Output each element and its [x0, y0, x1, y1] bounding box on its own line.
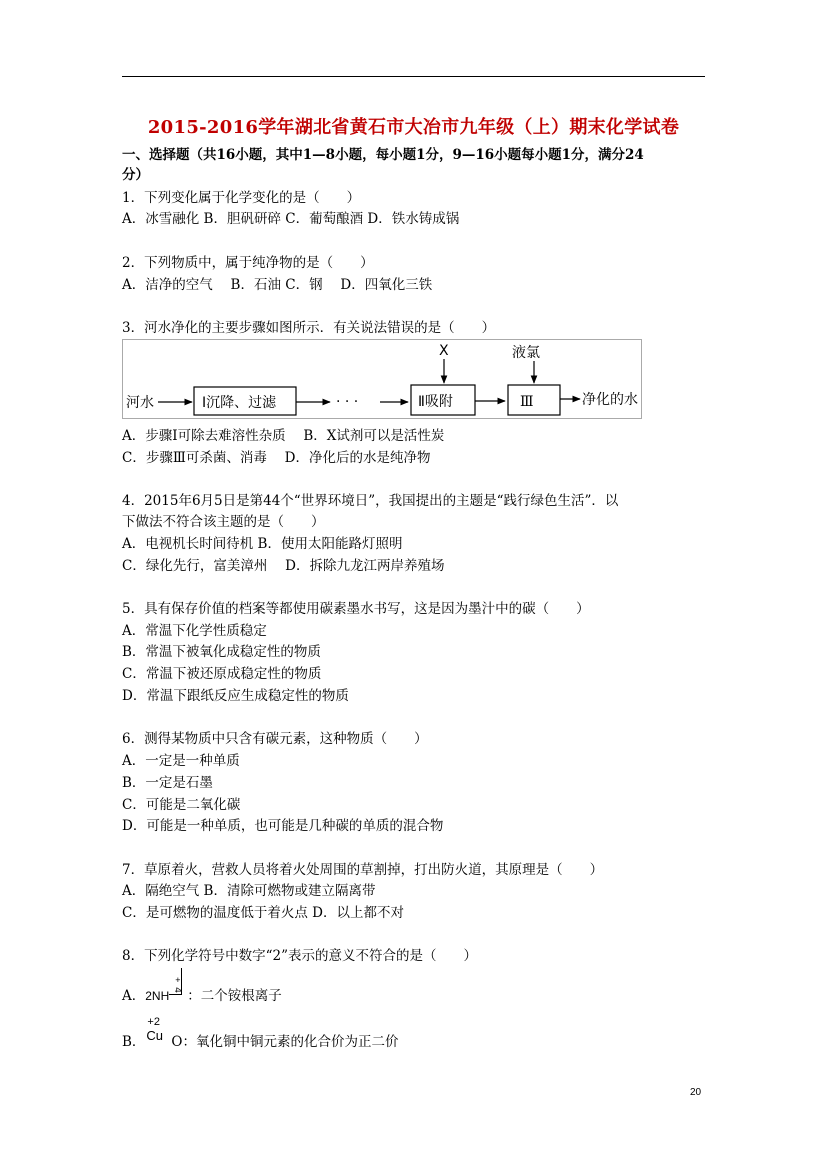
- question-6-stem: 6．测得某物质中只含有碳元素，这种物质（ ）: [122, 731, 428, 747]
- question-1-options: A．冰雪融化 B．胆矾研碎 C．葡萄酿酒 D．铁水铸成锅: [122, 211, 460, 227]
- question-5-option-b: B．常温下被氧化成稳定性的物质: [122, 644, 321, 660]
- step-3-label: Ⅲ: [520, 394, 534, 410]
- section-heading-cont: 分）: [122, 167, 149, 183]
- section-heading: 一、选择题（共16小题，其中1—8小题，每小题1分，9—16小题每小题1分，满分24: [122, 147, 644, 163]
- question-3-option-ab: A．步骤Ⅰ可除去难溶性杂质 B．X试剂可以是活性炭: [122, 428, 445, 444]
- ammonium-charge-mark: [169, 975, 187, 1006]
- copper-valence-mark: [145, 1016, 171, 1052]
- diagram-dots: · · ·: [336, 394, 359, 410]
- question-4-option-cd: C．绿化先行，富美漳州 D．拆除九龙江两岸养殖场: [122, 558, 445, 574]
- question-4-stem-cont: 下做法不符合该主题的是（ ）: [122, 514, 325, 530]
- charge-plus: +: [175, 975, 181, 985]
- step-2-label: Ⅱ吸附: [418, 394, 453, 410]
- option-a-text: ：二个铵根离子: [187, 988, 282, 1004]
- question-8-option-a: [122, 975, 282, 1006]
- step-3-box: [508, 385, 560, 415]
- step-1-label: Ⅰ沉降、过滤: [202, 395, 277, 411]
- ammonium-formula: 2NH: [145, 989, 170, 1003]
- question-6-option-c: C．可能是二氧化碳: [122, 797, 241, 813]
- charge-bracket: [169, 968, 182, 995]
- copper-symbol: Cu: [146, 1028, 164, 1043]
- question-3-option-cd: C．步骤Ⅲ可杀菌、消毒 D．净化后的水是纯净物: [122, 450, 431, 466]
- option-a-prefix: A．: [122, 988, 146, 1004]
- valence-number: +2: [147, 1016, 160, 1028]
- water-purification-diagram: [122, 339, 642, 419]
- reagent-chlorine-label: 液氯: [512, 345, 540, 361]
- question-7-option-ab: A．隔绝空气 B．清除可燃物或建立隔离带: [122, 883, 376, 899]
- page-number: 20: [690, 1087, 702, 1098]
- diagram-input-label: 河水: [126, 395, 154, 411]
- reagent-x-label: X: [439, 343, 449, 359]
- question-8-stem: 8．下列化学符号中数字“2”表示的意义不符合的是（ ）: [122, 948, 477, 964]
- question-6-option-a: A．一定是一种单质: [122, 753, 240, 769]
- question-5-stem: 5．具有保存价值的档案等都使用碳素墨水书写，这是因为墨汁中的碳（ ）: [122, 601, 590, 617]
- question-6-option-d: D．可能是一种单质，也可能是几种碳的单质的混合物: [122, 818, 444, 834]
- question-4-option-ab: A．电视机长时间待机 B．使用太阳能路灯照明: [122, 536, 403, 552]
- question-4-stem: 4．2015年6月5日是第44个“世界环境日”，我国提出的主题是“践行绿色生活”．以: [122, 493, 619, 509]
- option-b-text: O：氧化铜中铜元素的化合价为正二价: [171, 1034, 399, 1050]
- header-rule: [122, 76, 705, 77]
- question-7-stem: 7．草原着火，营救人员将着火处周围的草割掉，打出防火道，其原理是（ ）: [122, 862, 604, 878]
- question-5-option-c: C．常温下被还原成稳定性的物质: [122, 666, 322, 682]
- question-7-option-cd: C．是可燃物的温度低于着火点 D．以上都不对: [122, 905, 404, 921]
- question-1-stem: 1．下列变化属于化学变化的是（ ）: [122, 190, 361, 206]
- question-2-stem: 2．下列物质中，属于纯净物的是（ ）: [122, 255, 374, 271]
- question-5-option-a: A．常温下化学性质稳定: [122, 623, 267, 639]
- option-b-prefix: B．: [122, 1034, 146, 1050]
- diagram-output-label: 净化的水: [582, 392, 638, 408]
- charge-number: 4: [172, 987, 184, 993]
- question-5-option-d: D．常温下跟纸反应生成稳定性的物质: [122, 688, 349, 704]
- question-2-options: A．洁净的空气 B．石油 C．钢 D．四氧化三铁: [122, 277, 433, 293]
- question-3-stem: 3．河水净化的主要步骤如图所示．有关说法错误的是（ ）: [122, 320, 496, 336]
- page-title: 2015-2016学年湖北省黄石市大冶市九年级（上）期末化学试卷: [147, 117, 680, 138]
- question-6-option-b: B．一定是石墨: [122, 775, 213, 791]
- question-8-option-b: [122, 1016, 399, 1052]
